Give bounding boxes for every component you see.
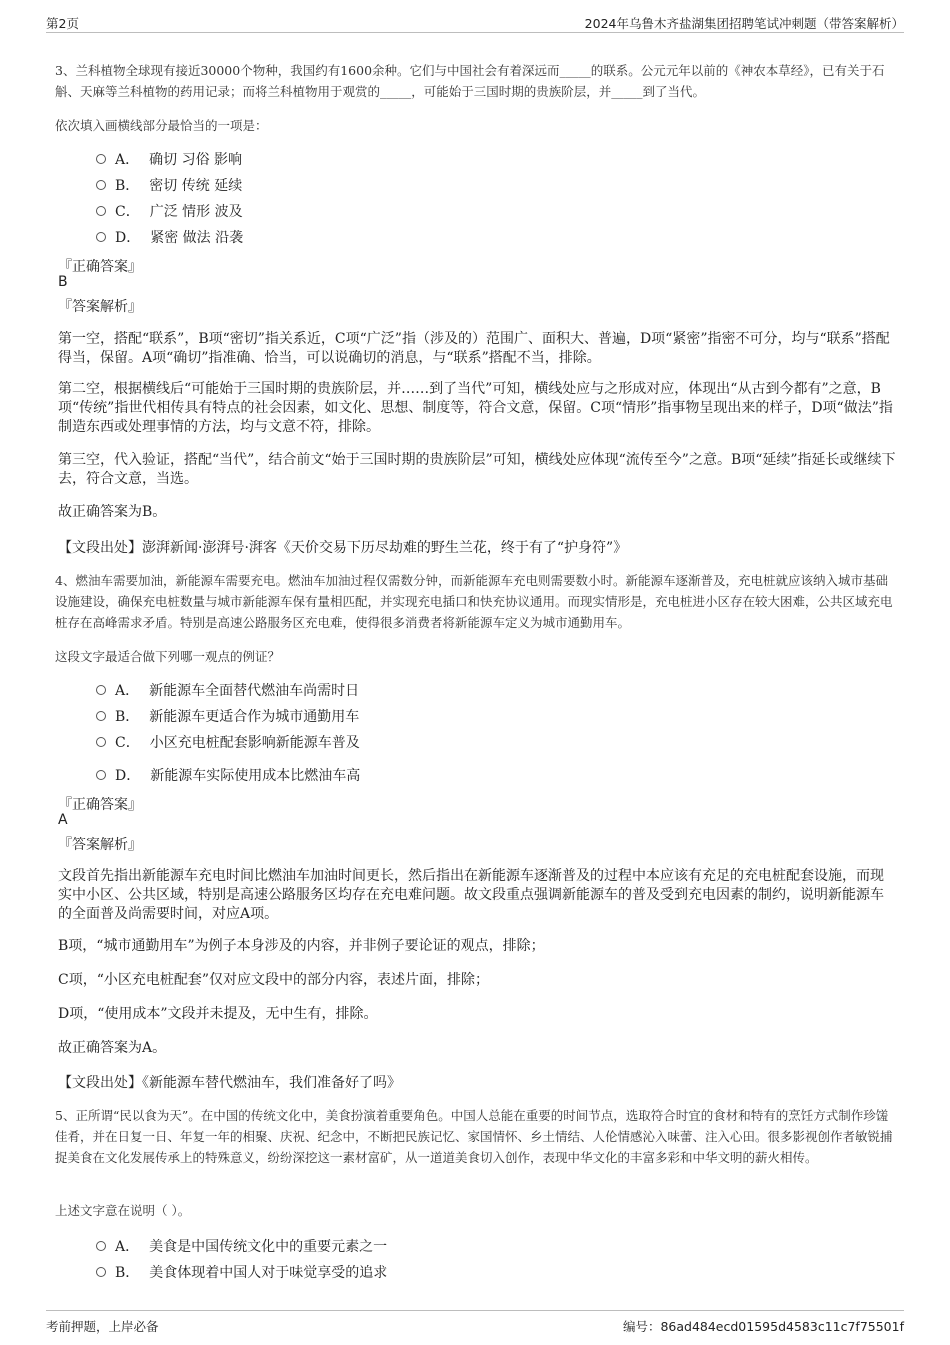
option-letter: D． <box>115 768 141 784</box>
analysis-conclusion: 故正确答案为B。 <box>58 504 167 520</box>
radio-button[interactable] <box>96 1241 106 1251</box>
option-text: 新能源车全面替代燃油车尚需时日 <box>149 683 360 699</box>
page-header <box>46 12 904 33</box>
option-letter: A． <box>115 152 140 168</box>
page-number: 第2页 <box>46 16 79 31</box>
analysis-conclusion: 故正确答案为A。 <box>58 1040 167 1056</box>
radio-button[interactable] <box>96 232 106 242</box>
option-letter: D． <box>115 230 141 246</box>
option-a[interactable] <box>96 1236 387 1256</box>
option-letter: A． <box>115 683 140 699</box>
source-citation: 【文段出处】澎湃新闻·澎湃号·湃客《天价交易下历尽劫难的野生兰花，终于有了“护身符”》 <box>58 540 628 556</box>
radio-button[interactable] <box>96 737 106 747</box>
option-text: 广泛 情形 波及 <box>149 204 243 220</box>
document-serial: 编号：86ad484ecd01595d4583c11c7f75501f <box>622 1319 904 1334</box>
question-stem: 4、燃油车需要加油，新能源车需要充电。燃油车加油过程仅需数分钟，而新能源车充电则需要数小时。新能源车逐渐普及，充电桩就应该纳入城市基础设施建设，确保充电桩数量与城市新能源车保有量相匹配，并实现充电插口和快充协议通用。而现实情形是，充电桩进小区存在较大困难，公共区域充电桩存在高峰需求矛盾。特别是高速公路服务区充电难，使得很多消费者将新能源车定义为城市通勤用车。 <box>55 573 893 630</box>
question-prompt: 这段文字最适合做下列哪一观点的例证？ <box>55 649 281 664</box>
answer-label: 『正确答案』 <box>58 259 142 275</box>
option-d[interactable] <box>96 227 243 247</box>
option-letter: B． <box>115 709 140 725</box>
radio-button[interactable] <box>96 1267 106 1277</box>
option-text: 新能源车更适合作为城市通勤用车 <box>149 709 360 725</box>
analysis-label: 『答案解析』 <box>58 299 142 315</box>
analysis-paragraph: D项，“使用成本”文段并未提及，无中生有，排除。 <box>58 1006 378 1022</box>
option-b[interactable] <box>96 1262 387 1282</box>
option-text: 紧密 做法 沿袭 <box>150 230 244 246</box>
analysis-paragraph: C项，“小区充电桩配套”仅对应文段中的部分内容，表述片面，排除； <box>58 972 490 988</box>
analysis-paragraph: B项，“城市通勤用车”为例子本身涉及的内容，并非例子要论证的观点，排除； <box>58 938 545 954</box>
option-text: 确切 习俗 影响 <box>149 152 243 168</box>
radio-button[interactable] <box>96 154 106 164</box>
radio-button[interactable] <box>96 180 106 190</box>
radio-button[interactable] <box>96 206 106 216</box>
analysis-paragraph: 第三空，代入验证，搭配“当代”，结合前文“始于三国时期的贵族阶层”可知，横线处应体现“流传至今”之意。B项“延续”指延长或继续下去，符合文意，当选。 <box>58 452 896 487</box>
option-a[interactable] <box>96 149 242 169</box>
analysis-paragraph: 第一空，搭配“联系”，B项“密切”指关系近，C项“广泛”指（涉及的）范围广、面积大、普遍，D项“紧密”指密不可分，均与“联系”搭配得当，保留。A项“确切”指准确、恰当，可以说确切的消息，与“联系”搭配不当，排除。 <box>58 331 890 366</box>
option-text: 美食是中国传统文化中的重要元素之一 <box>149 1239 388 1255</box>
correct-answer: B <box>58 274 68 290</box>
question-prompt: 上述文字意在说明（ ）。 <box>55 1203 191 1218</box>
option-c[interactable] <box>96 201 243 221</box>
analysis-label: 『答案解析』 <box>58 837 142 853</box>
option-letter: C． <box>115 735 140 751</box>
question-prompt: 依次填入画横线部分最恰当的一项是： <box>55 118 268 133</box>
document-title: 2024年乌鲁木齐盐湖集团招聘笔试冲刺题（带答案解析） <box>584 16 904 31</box>
page-footer <box>46 1310 904 1337</box>
option-letter: C． <box>115 204 140 220</box>
option-text: 密切 传统 延续 <box>149 178 243 194</box>
option-text: 美食体现着中国人对于味觉享受的追求 <box>149 1265 388 1281</box>
option-letter: B． <box>115 178 140 194</box>
radio-button[interactable] <box>96 711 106 721</box>
answer-label: 『正确答案』 <box>58 797 142 813</box>
option-c[interactable] <box>96 732 360 752</box>
source-citation: 【文段出处】《新能源车替代燃油车，我们准备好了吗》 <box>58 1075 401 1091</box>
radio-button[interactable] <box>96 685 106 695</box>
analysis-paragraph: 文段首先指出新能源车充电时间比燃油车加油时间更长，然后指出在新能源车逐渐普及的过程中本应该有充足的充电桩配套设施，而现实中小区、公共区域，特别是高速公路服务区均存在充电难问题。故文段重点强调新能源车的普及受到充电因素的制约，说明新能源车的全面普及尚需要时间，对应A项。 <box>58 868 884 922</box>
footer-slogan: 考前押题，上岸必备 <box>46 1319 159 1334</box>
option-text: 新能源车实际使用成本比燃油车高 <box>150 768 361 784</box>
option-b[interactable] <box>96 175 242 195</box>
question-stem: 5、正所谓“民以食为天”。在中国的传统文化中，美食扮演着重要角色。中国人总能在重要的时间节点，选取符合时宜的食材和特有的烹饪方式制作珍馐佳肴，并在日复一日、年复一年的相聚、庆祝、纪念中，不断把民族记忆、家国情怀、乡土情结、人伦情感沁入味蕾、注入心田。很多影视创作者敏锐捕捉美食在文化发展传承上的特殊意义，纷纷深挖这一素材富矿，从一道道美食切入创作，表现中华文化的丰富多彩和中华文明的薪火相传。 <box>55 1108 893 1165</box>
option-letter: A． <box>115 1239 140 1255</box>
option-text: 小区充电桩配套影响新能源车普及 <box>149 735 360 751</box>
question-stem: 3、兰科植物全球现有接近30000个物种，我国约有1600余种。它们与中国社会有着深远而_____的联系。公元元年以前的《神农本草经》，已有关于石斛、天麻等兰科植物的药用记录；而将兰科植物用于观赏的_____，可能始于三国时期的贵族阶层，并_____到了当代。 <box>55 63 885 99</box>
option-d[interactable] <box>96 765 360 785</box>
radio-button[interactable] <box>96 770 106 780</box>
option-letter: B． <box>115 1265 140 1281</box>
analysis-paragraph: 第二空，根据横线后“可能始于三国时期的贵族阶层，并……到了当代”可知，横线处应与之形成对应，体现出“从古到今都有”之意，B项“传统”指世代相传具有特点的社会因素，如文化、思想、制度等，符合文意，保留。C项“情形”指事物呈现出来的样子，D项“做法”指制造东西或处理事情的方法，均与文意不符，排除。 <box>58 381 893 435</box>
option-b[interactable] <box>96 706 359 726</box>
correct-answer: A <box>58 812 68 828</box>
option-a[interactable] <box>96 680 359 700</box>
